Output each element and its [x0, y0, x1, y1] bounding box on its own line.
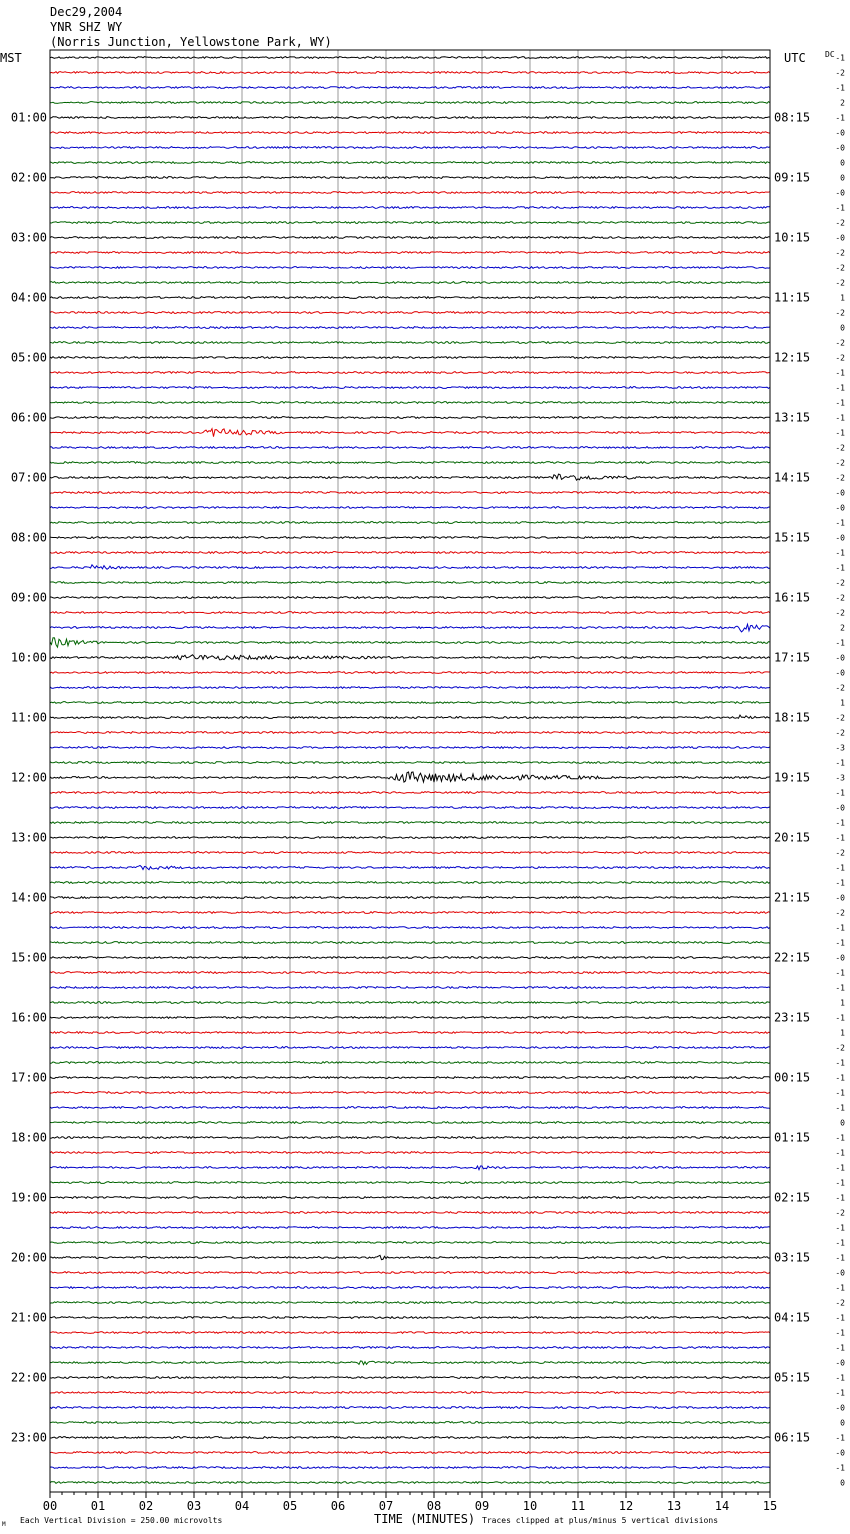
trace-line [50, 582, 770, 584]
dc-offset-label: -1 [835, 383, 845, 393]
chart-location: (Norris Junction, Yellowstone Park, WY) [50, 35, 332, 49]
trace-line [50, 72, 770, 74]
dc-offset-label: -2 [835, 593, 845, 603]
dc-offset-label: -1 [835, 938, 845, 948]
trace-line [50, 687, 770, 689]
trace-line [50, 1422, 770, 1424]
trace-line [50, 192, 770, 194]
mst-hour-label: 22:00 [10, 1370, 47, 1385]
dc-offset-label: 1 [840, 698, 845, 708]
trace-line [50, 474, 770, 480]
trace-line [50, 762, 770, 764]
trace-line [50, 177, 770, 179]
trace-line [50, 1287, 770, 1289]
trace-line [50, 1077, 770, 1079]
trace-line [50, 837, 770, 839]
dc-offset-label: 0 [840, 323, 845, 333]
x-axis-ticks [43, 1492, 777, 1513]
dc-offset-label: -1 [835, 1178, 845, 1188]
utc-hour-label: 10:15 [774, 230, 811, 245]
utc-hour-label: 08:15 [774, 110, 811, 125]
trace-line [50, 327, 770, 329]
trace-line [50, 537, 770, 539]
dc-offset-label: -1 [835, 1223, 845, 1233]
x-tick-label: 02 [138, 1499, 154, 1513]
x-tick-label: 03 [186, 1499, 202, 1513]
mst-hour-label: 20:00 [10, 1250, 47, 1265]
corner-mark: M [2, 1521, 6, 1528]
dc-offset-label: -1 [835, 1013, 845, 1023]
trace-line [50, 522, 770, 524]
dc-offset-label: -0 [835, 1268, 845, 1278]
x-tick-label: 00 [42, 1499, 58, 1513]
trace-line [50, 972, 770, 974]
dc-offset-label: -2 [835, 608, 845, 618]
trace-line [50, 1227, 770, 1229]
trace-line [50, 57, 770, 59]
mst-hour-label: 19:00 [10, 1190, 47, 1205]
dc-offset-label: -1 [835, 428, 845, 438]
dc-offset-label: -1 [835, 368, 845, 378]
dc-offset-label: -1 [835, 1313, 845, 1323]
trace-line [50, 1092, 770, 1094]
trace-line [50, 267, 770, 269]
mst-hour-label: 07:00 [10, 470, 47, 485]
x-tick-label: 11 [570, 1499, 586, 1513]
dc-offset-label: -2 [835, 848, 845, 858]
dc-offset-label: -1 [835, 413, 845, 423]
x-tick-label: 07 [378, 1499, 394, 1513]
mst-hour-label: 18:00 [10, 1130, 47, 1145]
dc-offset-label: -1 [835, 878, 845, 888]
x-tick-label: 14 [714, 1499, 730, 1513]
dc-offset-label: -2 [835, 908, 845, 918]
dc-offset-label: -0 [835, 1403, 845, 1413]
dc-offset-label: -2 [835, 1298, 845, 1308]
trace-line [50, 655, 770, 660]
dc-offset-label: -0 [835, 893, 845, 903]
trace-line [50, 1332, 770, 1334]
dc-offset-label: -2 [835, 1043, 845, 1053]
trace-line [50, 942, 770, 944]
x-tick-label: 08 [426, 1499, 442, 1513]
dc-offset-label: 0 [840, 158, 845, 168]
dc-offset-label: -2 [835, 68, 845, 78]
clip-note: Traces clipped at plus/minus 5 vertical divisions [482, 1516, 719, 1525]
utc-hour-label: 21:15 [774, 890, 811, 905]
dc-offset-label: -1 [835, 398, 845, 408]
seismic-traces [50, 57, 770, 1484]
right-axis-label: UTC [784, 51, 806, 65]
mst-hour-label: 12:00 [10, 770, 47, 785]
dc-offset-label: -2 [835, 713, 845, 723]
trace-line [50, 1107, 770, 1109]
x-tick-label: 01 [90, 1499, 106, 1513]
mst-hour-label: 21:00 [10, 1310, 47, 1325]
mst-hour-label: 06:00 [10, 410, 47, 425]
trace-line [50, 1047, 770, 1049]
dc-offset-label: -3 [835, 773, 845, 783]
trace-line [50, 1255, 770, 1259]
mst-hour-label: 16:00 [10, 1010, 47, 1025]
mst-hour-label: 03:00 [10, 230, 47, 245]
trace-line [50, 552, 770, 554]
dc-offset-label: -0 [835, 1358, 845, 1368]
utc-hour-label: 04:15 [774, 1310, 811, 1325]
mst-hour-label: 11:00 [10, 710, 47, 725]
scale-note: Each Vertical Division = 250.00 microvolts [20, 1516, 223, 1525]
dc-offset-label: -1 [835, 1388, 845, 1398]
trace-line [50, 162, 770, 164]
dc-offset-label: -1 [835, 638, 845, 648]
dc-offset-label: -1 [835, 818, 845, 828]
utc-hour-label: 20:15 [774, 830, 811, 845]
dc-offset-label: -1 [835, 1328, 845, 1338]
trace-line [50, 822, 770, 824]
trace-line [50, 882, 770, 884]
x-tick-label: 13 [666, 1499, 682, 1513]
dc-offset-label: -1 [835, 1253, 845, 1263]
trace-line [50, 237, 770, 239]
dc-offset-label: -1 [835, 1238, 845, 1248]
dc-offset-label: 1 [840, 293, 845, 303]
dc-offset-label: -2 [835, 218, 845, 228]
trace-line [50, 117, 770, 119]
trace-line [50, 1182, 770, 1184]
trace-line [50, 312, 770, 314]
trace-line [50, 772, 770, 782]
dc-offset-label: -0 [835, 1448, 845, 1458]
dc-offset-label: 0 [840, 1478, 845, 1488]
dc-offset-label: -0 [835, 653, 845, 663]
mst-hour-labels [11, 111, 47, 1445]
utc-hour-label: 22:15 [774, 950, 811, 965]
dc-offset-label: -1 [835, 563, 845, 573]
utc-hour-labels [774, 111, 810, 1445]
dc-offset-label: -2 [835, 308, 845, 318]
mst-hour-label: 17:00 [10, 1070, 47, 1085]
dc-offset-labels [835, 54, 845, 1488]
chart-date: Dec29,2004 [50, 5, 123, 19]
dc-offset-label: -1 [835, 758, 845, 768]
trace-line [50, 1137, 770, 1139]
trace-line [50, 102, 770, 104]
dc-offset-label: -3 [835, 743, 845, 753]
mst-hour-label: 01:00 [10, 110, 47, 125]
dc-offset-label: -1 [835, 983, 845, 993]
utc-hour-label: 15:15 [774, 530, 811, 545]
dc-offset-label: -1 [835, 113, 845, 123]
trace-line [50, 1377, 770, 1379]
mst-hour-label: 08:00 [10, 530, 47, 545]
mst-hour-label: 02:00 [10, 170, 47, 185]
trace-line [50, 387, 770, 389]
dc-offset-label: -1 [835, 833, 845, 843]
trace-line [50, 147, 770, 149]
trace-line [50, 1347, 770, 1349]
dc-offset-label: -0 [835, 953, 845, 963]
dc-offset-label: -0 [835, 188, 845, 198]
dc-offset-label: -1 [835, 1163, 845, 1173]
dc-offset-label: -1 [835, 1058, 845, 1068]
dc-offset-label: -1 [835, 1073, 845, 1083]
dc-offset-label: -1 [835, 83, 845, 93]
trace-line [50, 897, 770, 899]
dc-offset-label: -1 [835, 518, 845, 528]
dc-offset-label: -1 [835, 1088, 845, 1098]
mst-hour-label: 05:00 [10, 350, 47, 365]
dc-offset-label: -0 [835, 533, 845, 543]
dc-offset-label: -2 [835, 458, 845, 468]
utc-hour-label: 09:15 [774, 170, 811, 185]
utc-hour-label: 23:15 [774, 1010, 811, 1025]
dc-offset-label: -1 [835, 1463, 845, 1473]
trace-line [50, 957, 770, 959]
dc-offset-label: -2 [835, 578, 845, 588]
trace-line [50, 702, 770, 704]
trace-line [50, 1467, 770, 1469]
chart-station: YNR SHZ WY [50, 20, 123, 34]
dc-offset-label: -0 [835, 803, 845, 813]
trace-line [50, 1407, 770, 1409]
trace-line [50, 747, 770, 749]
dc-offset-label: -1 [835, 53, 845, 63]
utc-hour-label: 01:15 [774, 1130, 811, 1145]
utc-hour-label: 13:15 [774, 410, 811, 425]
dc-offset-label: -1 [835, 548, 845, 558]
utc-hour-label: 06:15 [774, 1430, 811, 1445]
trace-line [50, 297, 770, 299]
trace-line [50, 417, 770, 419]
dc-offset-label: -0 [835, 233, 845, 243]
trace-line [50, 507, 770, 509]
x-tick-label: 15 [762, 1499, 778, 1513]
dc-offset-label: 1 [840, 1028, 845, 1038]
utc-hour-label: 17:15 [774, 650, 811, 665]
dc-offset-label: -2 [835, 248, 845, 258]
dc-offset-label: -0 [835, 488, 845, 498]
mst-hour-label: 13:00 [10, 830, 47, 845]
x-tick-label: 10 [522, 1499, 538, 1513]
trace-line [50, 565, 770, 569]
utc-hour-label: 16:15 [774, 590, 811, 605]
trace-line [50, 1002, 770, 1004]
trace-line [50, 597, 770, 599]
trace-line [50, 1062, 770, 1064]
trace-line [50, 624, 770, 632]
utc-hour-label: 19:15 [774, 770, 811, 785]
utc-hour-label: 14:15 [774, 470, 811, 485]
trace-line [50, 1166, 770, 1170]
x-axis-label: TIME (MINUTES) [374, 1512, 476, 1526]
trace-line [50, 222, 770, 224]
dc-offset-label: -0 [835, 503, 845, 513]
trace-line [50, 1452, 770, 1454]
dc-offset-label: -1 [835, 1433, 845, 1443]
dc-offset-label: -0 [835, 128, 845, 138]
trace-line [50, 792, 770, 794]
dc-offset-label: -2 [835, 443, 845, 453]
x-tick-label: 09 [474, 1499, 490, 1513]
trace-line [50, 1122, 770, 1124]
trace-line [50, 1392, 770, 1394]
trace-line [50, 402, 770, 404]
trace-line [50, 447, 770, 449]
trace-line [50, 372, 770, 374]
mst-hour-label: 15:00 [10, 950, 47, 965]
trace-line [50, 927, 770, 929]
dc-offset-label: 0 [840, 1418, 845, 1428]
trace-line [50, 492, 770, 494]
trace-line [50, 1032, 770, 1034]
trace-line [50, 1242, 770, 1244]
trace-line [50, 1302, 770, 1304]
utc-hour-label: 05:15 [774, 1370, 811, 1385]
trace-line [50, 1212, 770, 1214]
utc-hour-label: 11:15 [774, 290, 811, 305]
trace-line [50, 715, 770, 718]
trace-line [50, 1482, 770, 1484]
dc-offset-label: -1 [835, 923, 845, 933]
mst-hour-label: 04:00 [10, 290, 47, 305]
dc-offset-label: -1 [835, 1148, 845, 1158]
trace-line [50, 1361, 770, 1365]
trace-line [50, 357, 770, 359]
dc-offset-label: -1 [835, 1373, 845, 1383]
trace-line [50, 732, 770, 734]
dc-offset-label: -1 [835, 1103, 845, 1113]
mst-hour-label: 10:00 [10, 650, 47, 665]
dc-offset-label: -1 [835, 1283, 845, 1293]
trace-line [50, 912, 770, 914]
trace-line [50, 429, 770, 437]
utc-hour-label: 18:15 [774, 710, 811, 725]
trace-line [50, 638, 770, 647]
utc-hour-label: 03:15 [774, 1250, 811, 1265]
dc-offset-label: 1 [840, 998, 845, 1008]
mst-hour-label: 09:00 [10, 590, 47, 605]
dc-offset-label: -2 [835, 263, 845, 273]
dc-offset-label: -1 [835, 1193, 845, 1203]
trace-line [50, 1272, 770, 1274]
trace-line [50, 672, 770, 674]
x-tick-label: 05 [282, 1499, 298, 1513]
left-axis-label: MST [0, 51, 22, 65]
mst-hour-label: 23:00 [10, 1430, 47, 1445]
dc-offset-label: -1 [835, 1133, 845, 1143]
dc-offset-label: -1 [835, 968, 845, 978]
trace-line [50, 1152, 770, 1154]
dc-offset-label: -2 [835, 728, 845, 738]
trace-line [50, 207, 770, 209]
trace-line [50, 852, 770, 854]
dc-offset-label: -2 [835, 278, 845, 288]
x-tick-label: 04 [234, 1499, 250, 1513]
trace-line [50, 252, 770, 254]
trace-line [50, 462, 770, 464]
mst-hour-label: 14:00 [10, 890, 47, 905]
dc-offset-label: -2 [835, 1208, 845, 1218]
trace-line [50, 807, 770, 809]
dc-offset-label: -0 [835, 143, 845, 153]
dc-offset-label: -0 [835, 668, 845, 678]
trace-line [50, 87, 770, 89]
utc-hour-label: 00:15 [774, 1070, 811, 1085]
dc-label: DC [825, 50, 835, 59]
trace-line [50, 612, 770, 614]
dc-offset-label: -1 [835, 203, 845, 213]
dc-offset-label: -2 [835, 683, 845, 693]
trace-line [50, 342, 770, 344]
dc-offset-label: -2 [835, 473, 845, 483]
utc-hour-label: 02:15 [774, 1190, 811, 1205]
dc-offset-label: 0 [840, 173, 845, 183]
trace-line [50, 132, 770, 134]
dc-offset-label: -2 [835, 338, 845, 348]
dc-offset-label: 0 [840, 1118, 845, 1128]
dc-offset-label: -2 [835, 353, 845, 363]
dc-offset-label: -1 [835, 1343, 845, 1353]
x-tick-label: 06 [330, 1499, 346, 1513]
trace-line [50, 1017, 770, 1019]
dc-offset-label: 2 [840, 98, 845, 108]
dc-offset-label: 2 [840, 623, 845, 633]
trace-line [50, 987, 770, 989]
trace-line [50, 865, 770, 869]
utc-hour-label: 12:15 [774, 350, 811, 365]
trace-line [50, 1317, 770, 1319]
trace-line [50, 1437, 770, 1439]
x-tick-label: 12 [618, 1499, 634, 1513]
dc-offset-label: -1 [835, 863, 845, 873]
trace-line [50, 1197, 770, 1199]
dc-offset-label: -1 [835, 788, 845, 798]
trace-line [50, 282, 770, 284]
